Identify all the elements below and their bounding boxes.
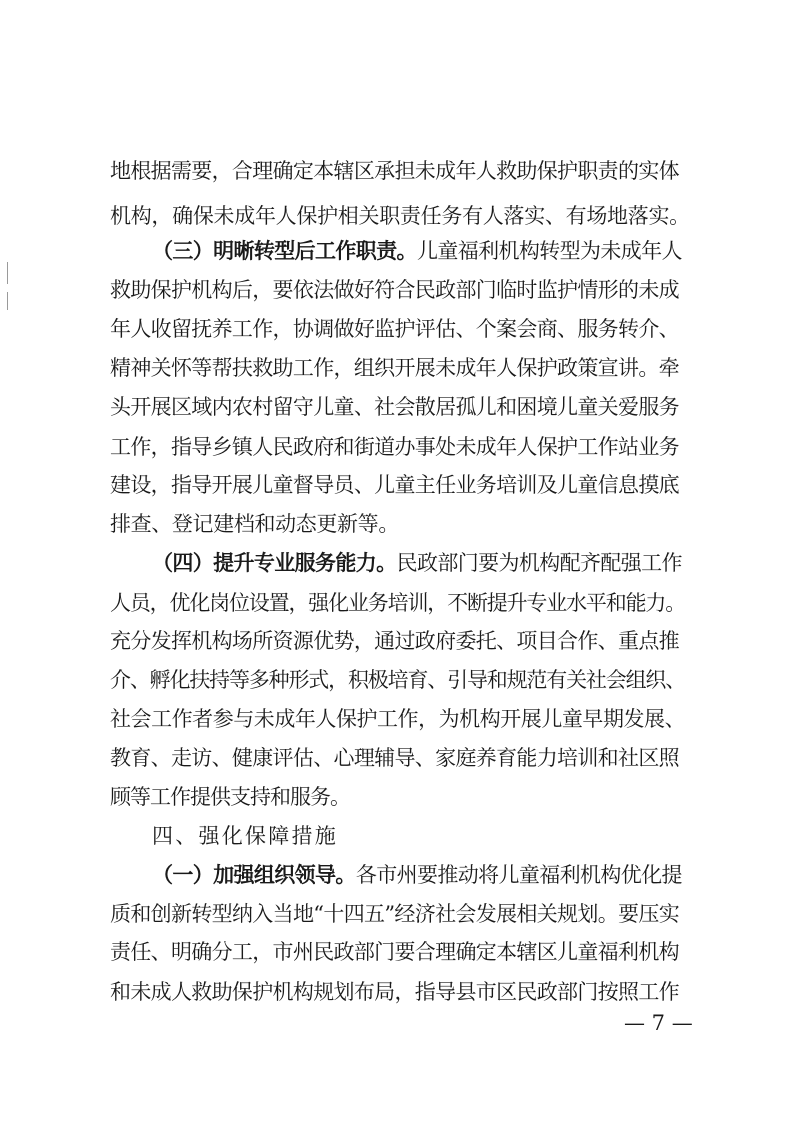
scan-margin-line [7, 292, 8, 310]
text-line-content: 和未成人救助保护机构规划布局，指导县市区民政部门按照工作 [110, 980, 679, 1004]
text-line [110, 465, 793, 505]
text-line-content: 地根据需要，合理确定本辖区承担未成年人救助保护职责的实体 [110, 159, 679, 183]
text-line-content: 救助保护机构后，要依法做好符合民政部门临时监护情形的未成 [110, 278, 679, 302]
text-line [110, 777, 793, 817]
text-line-content: 质和创新转型纳入当地“十四五”经济社会发展相关规划。要压实 [110, 902, 680, 926]
text-line [152, 543, 793, 583]
text-line [110, 151, 793, 191]
section-text: 民政部门要为机构配齐配强工作 [396, 551, 682, 575]
text-line-content [152, 855, 682, 895]
text-line-content: 年人收留抚养工作，协调做好监护评估、个案会商、服务转介、 [110, 317, 679, 341]
text-line-content: 人员，优化岗位设置，强化业务培训，不断提升专业水平和能力。 [110, 591, 686, 615]
text-line [110, 583, 793, 623]
text-line [110, 699, 793, 739]
text-line [110, 270, 793, 310]
text-line-content: 责任、明确分工，市州民政部门要合理确定本辖区儿童福利机构 [110, 940, 679, 964]
text-line [110, 504, 793, 544]
text-line-content [152, 231, 682, 271]
text-line-content: 排查、登记建档和动态更新等。 [110, 512, 399, 536]
text-line [110, 660, 793, 700]
text-line [152, 231, 793, 271]
text-line-content: 精神关怀等帮扶救助工作，组织开展未成年人保护政策宣讲。牵 [110, 356, 679, 380]
scan-margin-line [7, 262, 8, 284]
page-number: — 7 — [624, 1011, 693, 1035]
section-lead: （三）明晰转型后工作职责。 [152, 238, 417, 263]
text-line-content: 机构，确保未成年人保护相关职责任务有人落实、有场地落实。 [110, 204, 690, 228]
text-line-content: 介、孵化扶持等多种形式，积极培育、引导和规范有关社会组织、 [110, 668, 686, 692]
text-line-content: 四、强化保障措施 [152, 824, 338, 848]
text-line-content [152, 543, 682, 583]
text-line-content: 顾等工作提供支持和服务。 [110, 785, 350, 809]
text-line-content: 教育、走访、健康评估、心理辅导、家庭养育能力培训和社区照 [110, 746, 679, 770]
text-line [110, 196, 793, 236]
text-line-content: 社会工作者参与未成年人保护工作，为机构开展儿童早期发展、 [110, 707, 686, 731]
text-line [110, 387, 793, 427]
text-line-content: 充分发挥机构场所资源优势，通过政府委托、项目合作、重点推 [110, 629, 679, 653]
section-lead: （一）加强组织领导。 [152, 862, 356, 887]
text-line [110, 427, 793, 467]
text-line [152, 855, 793, 895]
text-line-content: 工作，指导乡镇人民政府和街道办事处未成年人保护工作站业务 [110, 435, 679, 459]
text-line [110, 348, 793, 388]
text-line [110, 972, 793, 1012]
text-line [110, 894, 793, 934]
text-line-content: 头开展区域内农村留守儿童、社会散居孤儿和困境儿童关爱服务 [110, 395, 679, 419]
text-line [110, 621, 793, 661]
text-line [110, 738, 793, 778]
section-text: 儿童福利机构转型为未成年人 [416, 239, 682, 263]
section-lead: （四）提升专业服务能力。 [152, 550, 397, 575]
text-line-content: 建设，指导开展儿童督导员、儿童主任业务培训及儿童信息摸底 [110, 473, 679, 497]
text-line [110, 309, 793, 349]
text-line [110, 932, 793, 972]
text-line [152, 816, 793, 856]
section-text: 各市州要推动将儿童福利机构优化提 [355, 863, 682, 887]
